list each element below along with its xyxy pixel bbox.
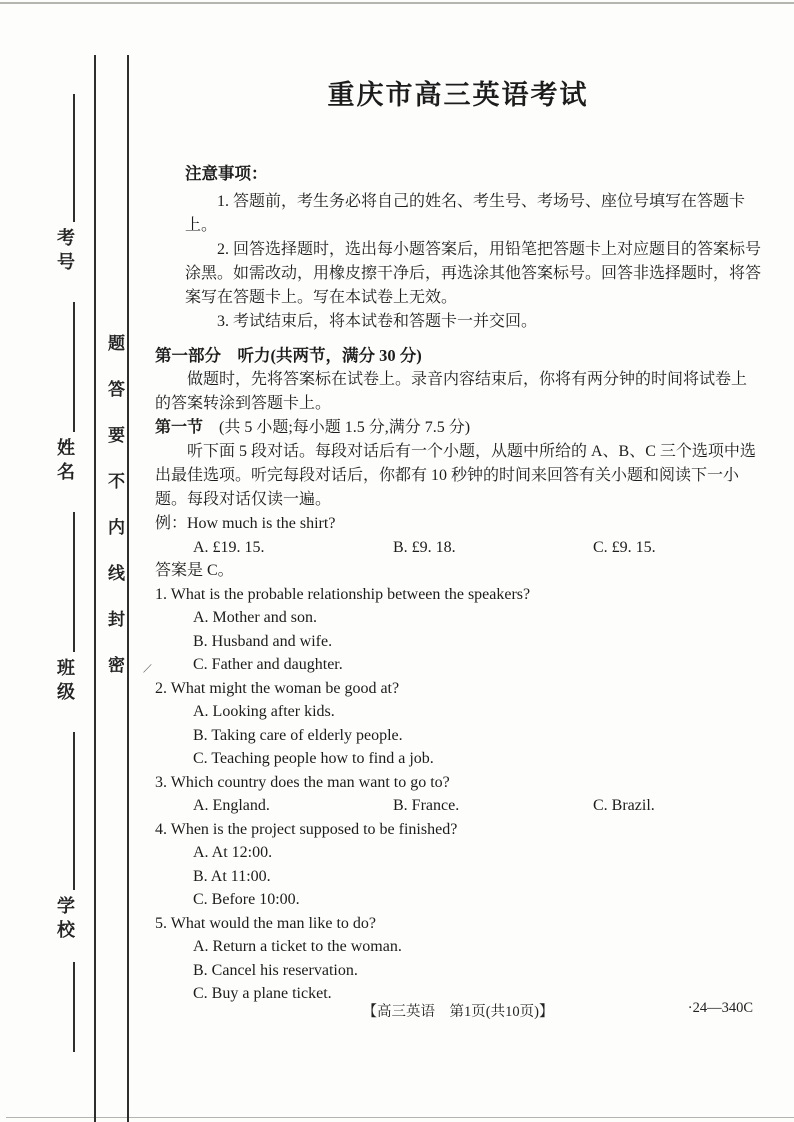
option-c: C. Father and daughter. bbox=[193, 656, 343, 673]
fill-in-line-4 bbox=[73, 732, 75, 890]
part1-heading: 第一部分 听力(共两节，满分 30 分) bbox=[155, 346, 422, 365]
option-a: A. England. bbox=[193, 797, 270, 814]
example-option-a: A. £19. 15. bbox=[193, 538, 265, 556]
example-question bbox=[155, 512, 761, 583]
question-text: 4. When is the project supposed to be finished? bbox=[155, 820, 458, 838]
seal-line-outer bbox=[127, 55, 129, 1122]
notice-heading: 注意事项： bbox=[185, 164, 268, 183]
notice-section bbox=[155, 162, 761, 334]
part1-intro: 做题时，先将答案标在试卷上。录音内容结束后，你将有两分钟的时间将试卷上的答案转涂到答题卡上。 bbox=[155, 371, 748, 412]
example-options-row bbox=[155, 536, 761, 560]
option-c: C. Teaching people how to find a job. bbox=[193, 750, 434, 767]
question-2 bbox=[155, 677, 761, 771]
notice-item-3: 3. 考试结束后，将本试卷和答题卡一并交回。 bbox=[217, 313, 538, 330]
seal-label-name: 姓名 bbox=[55, 438, 75, 486]
fill-in-line-2 bbox=[73, 302, 75, 432]
seal-line-inner bbox=[94, 55, 96, 1122]
option-a: A. Return a ticket to the woman. bbox=[193, 938, 402, 955]
option-b: B. Cancel his reservation. bbox=[193, 961, 358, 979]
example-answer: 答案是 C。 bbox=[155, 562, 234, 579]
notice-item-1: 1. 答题前，考生务必将自己的姓名、考生号、考场号、座位号填写在答题卡上。 bbox=[185, 193, 746, 234]
question-text: 5. What would the man like to do? bbox=[155, 914, 376, 932]
option-a: A. Looking after kids. bbox=[193, 703, 335, 720]
option-a: A. Mother and son. bbox=[193, 609, 317, 626]
footer-paper-code: ·24—340C bbox=[687, 1000, 753, 1016]
page-footer bbox=[155, 1000, 761, 1022]
option-c: C. Buy a plane ticket. bbox=[193, 985, 332, 1002]
question-text: 3. Which country does the man want to go to? bbox=[155, 773, 450, 791]
option-b: B. Taking care of elderly people. bbox=[193, 726, 403, 744]
seal-label-school: 学校 bbox=[55, 896, 75, 944]
section1-heading bbox=[155, 416, 761, 440]
scan-edge-bottom bbox=[6, 1117, 794, 1118]
fill-in-line-1 bbox=[73, 94, 75, 222]
question-1 bbox=[155, 583, 761, 677]
option-b: B. At 11:00. bbox=[193, 867, 271, 885]
seal-phrase: 题答要不内线封密 bbox=[105, 334, 124, 702]
question-text: 1. What is the probable relationship between the speakers? bbox=[155, 585, 531, 603]
option-c: C. Brazil. bbox=[593, 797, 655, 814]
notice-item-2: 2. 回答选择题时，选出每小题答案后，用铅笔把答题卡上对应题目的答案标号涂黑。如需改动，用橡皮擦干净后，再选涂其他答案标号。回答非选择题时，将答案写在答题卡上。写在本试卷上无效。 bbox=[185, 241, 762, 306]
section1-instructions: 听下面 5 段对话。每段对话后有一个小题，从题中所给的 A、B、C 三个选项中选出最佳选项。听完每段对话后，你都有 10 秒钟的时间来回答有关小题和阅读下一小题。每段对话仅读一遍。 bbox=[155, 443, 756, 508]
question-3 bbox=[155, 771, 761, 818]
seal-label-class: 班级 bbox=[55, 658, 75, 706]
example-option-b: B. £9. 18. bbox=[393, 538, 456, 556]
stray-pencil-mark: ∕ bbox=[145, 661, 150, 678]
option-a: A. At 12:00. bbox=[193, 844, 273, 861]
section1-heading-title: 第一节 bbox=[155, 419, 204, 436]
example-question-text: 例：How much is the shirt? bbox=[155, 515, 336, 532]
scan-edge-top bbox=[0, 2, 794, 4]
option-b: B. France. bbox=[393, 797, 460, 814]
option-b: B. Husband and wife. bbox=[193, 632, 333, 650]
question-text: 2. What might the woman be good at? bbox=[155, 679, 400, 697]
footer-page-info: 【高三英语 第1页(共10页)】 bbox=[362, 1004, 554, 1020]
question-4 bbox=[155, 818, 761, 912]
question-5 bbox=[155, 912, 761, 1006]
section1-heading-detail: (共 5 小题;每小题 1.5 分,满分 7.5 分) bbox=[203, 419, 471, 436]
fill-in-line-3 bbox=[73, 512, 75, 652]
seal-label-exam-number: 考号 bbox=[55, 228, 75, 276]
fill-in-line-5 bbox=[73, 962, 75, 1052]
exam-content bbox=[155, 76, 761, 1006]
question-3-options-row bbox=[155, 794, 761, 818]
page-title: 重庆市高三英语考试 bbox=[327, 80, 589, 110]
example-option-c: C. £9. 15. bbox=[593, 538, 656, 556]
option-c: C. Before 10:00. bbox=[193, 891, 300, 908]
